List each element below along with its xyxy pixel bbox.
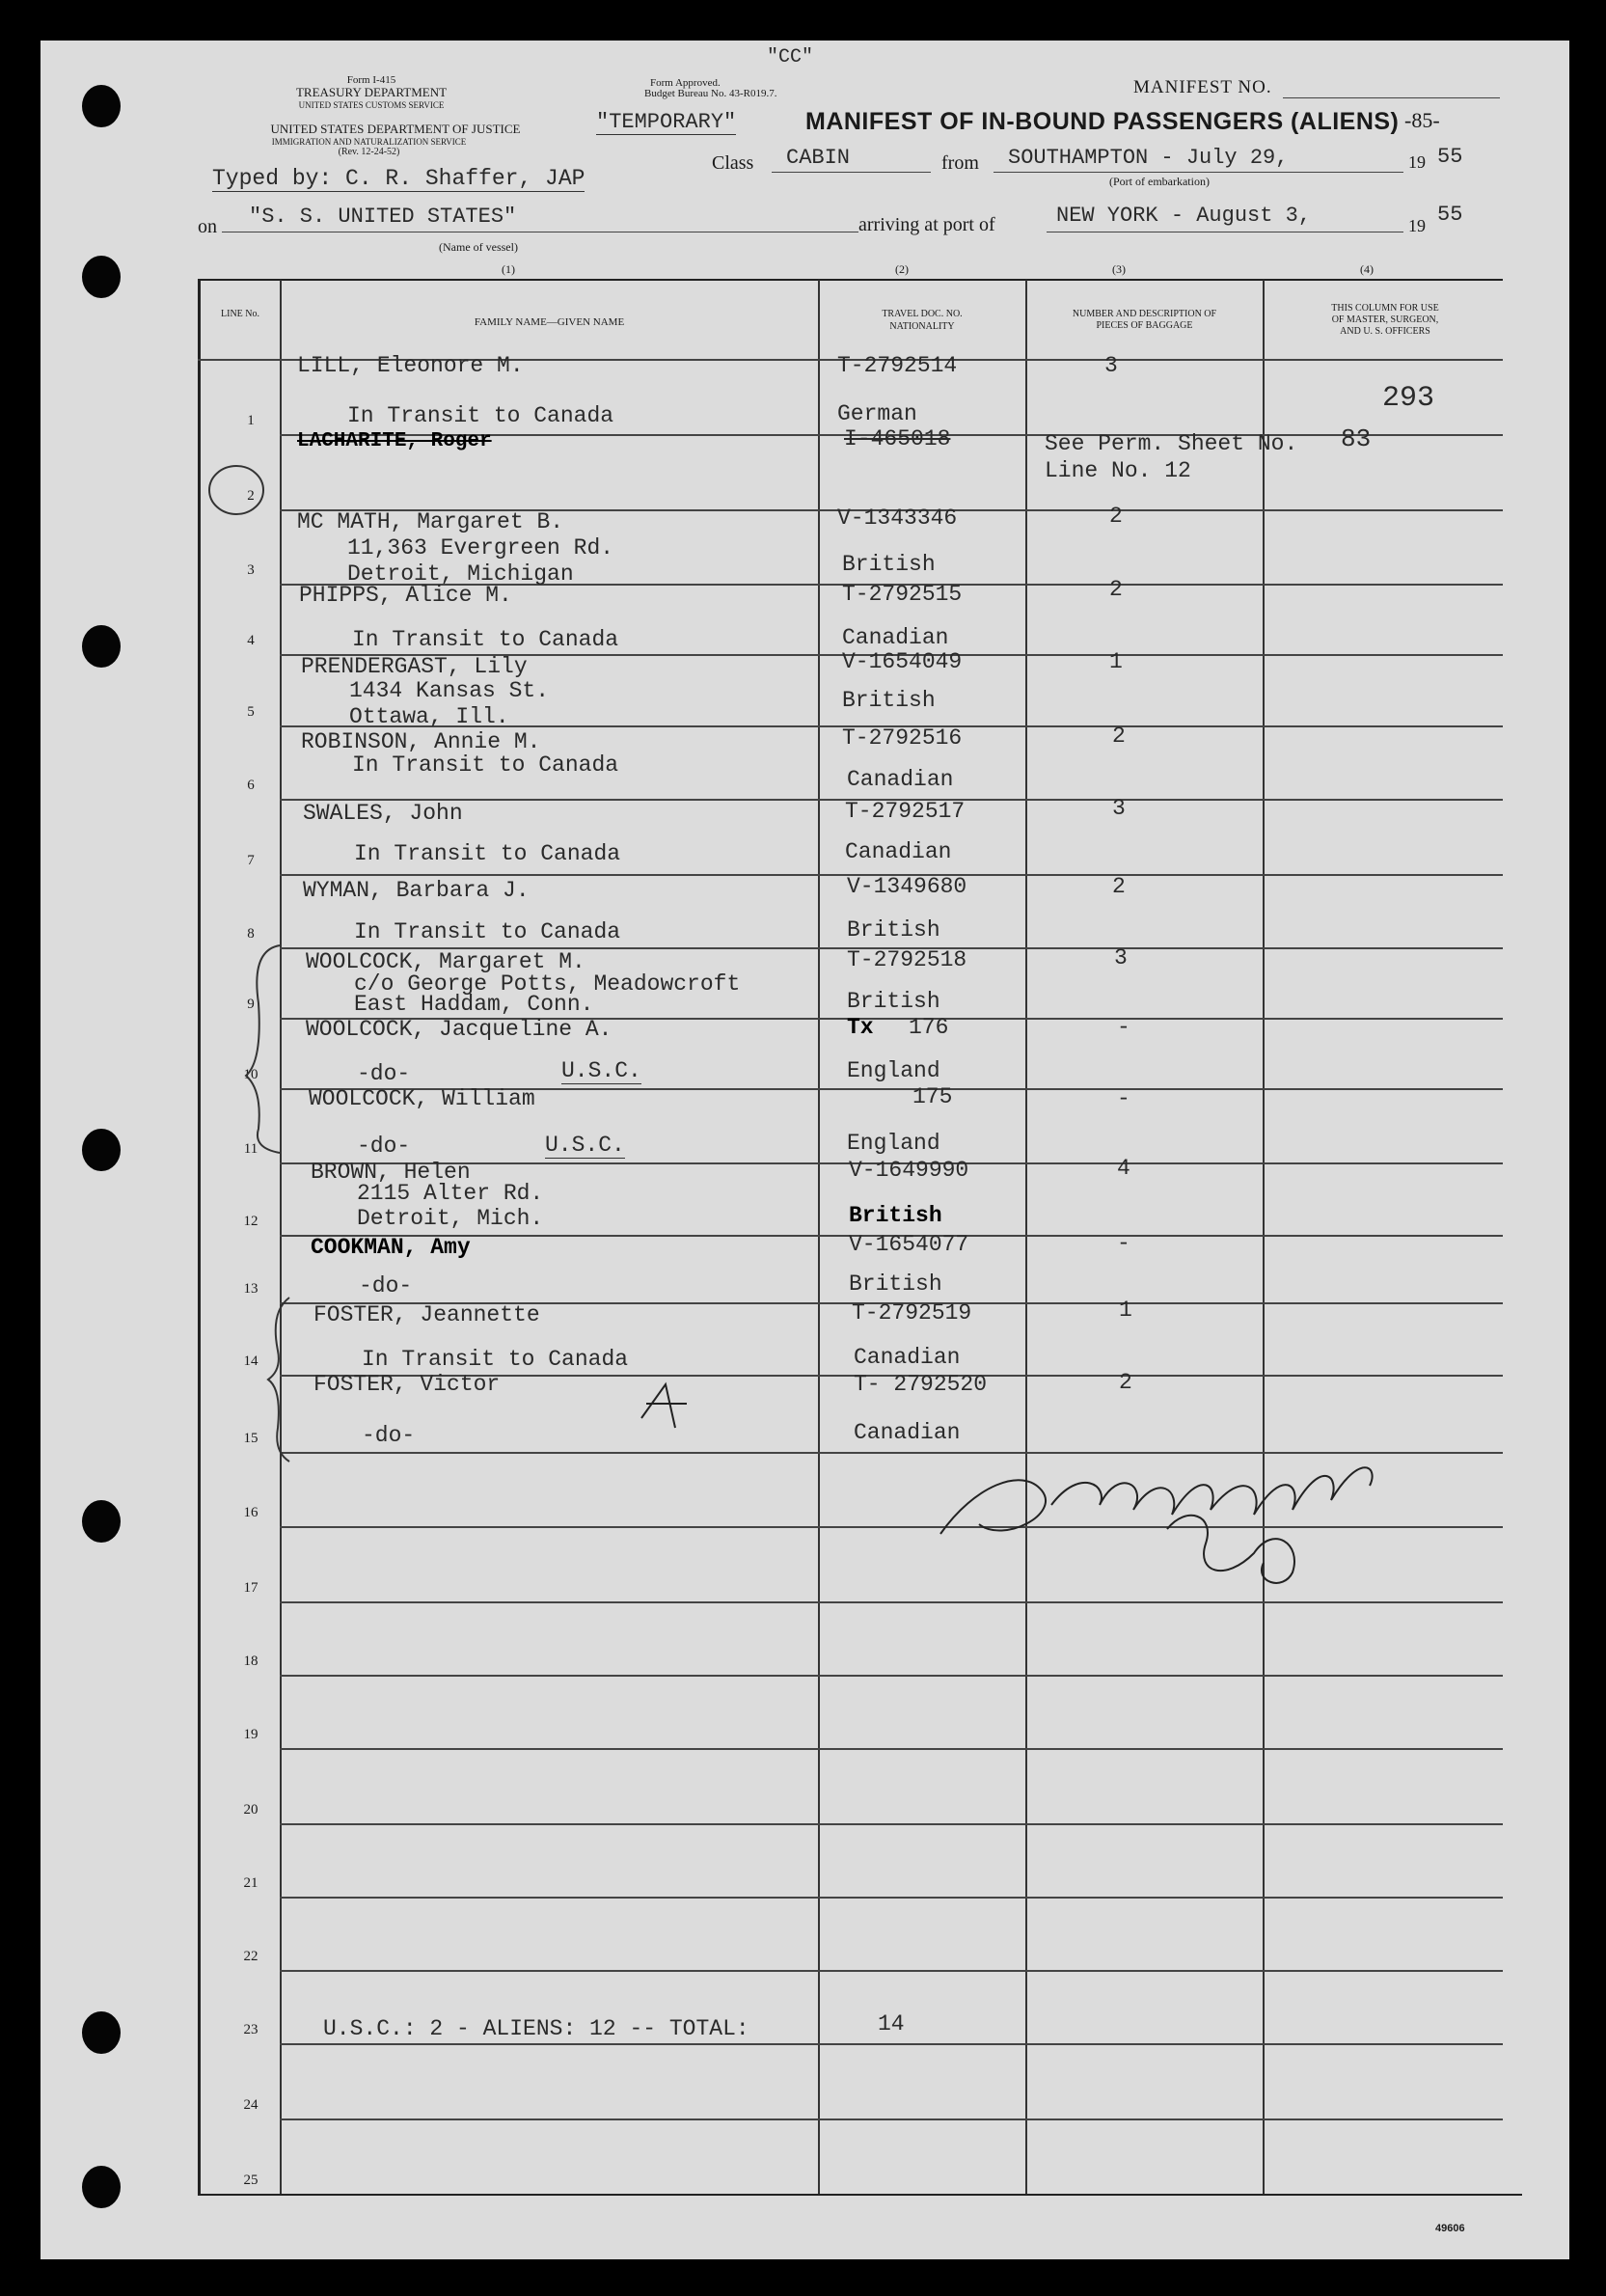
- nationality: Canadian: [847, 767, 954, 792]
- passenger-name: PHIPPS, Alice M.: [299, 583, 512, 608]
- col4-number: (4): [1360, 262, 1374, 276]
- passenger-name: BROWN, Helen: [311, 1160, 471, 1185]
- passenger-name: MC MATH, Margaret B.: [297, 509, 564, 534]
- officers-heading-1: THIS COLUMN FOR USE: [1331, 303, 1439, 314]
- passenger-detail: -do-: [357, 1134, 411, 1159]
- travel-doc: 176: [909, 1015, 949, 1040]
- passenger-detail: -do-: [357, 1061, 411, 1086]
- form-number: Form I-415: [346, 74, 396, 86]
- vessel-name: "S. S. UNITED STATES": [249, 205, 517, 229]
- line-number: 13: [243, 1281, 259, 1297]
- line-number: 20: [243, 1802, 259, 1818]
- passenger-name: FOSTER, Jeannette: [313, 1302, 540, 1327]
- passenger-detail: 2115 Alter Rd.: [357, 1181, 544, 1206]
- nationality: Canadian: [854, 1420, 961, 1445]
- nationality: German: [837, 401, 917, 426]
- nationality: Canadian: [842, 625, 949, 650]
- budget-number: Budget Bureau No. 43-R019.7.: [644, 88, 777, 99]
- passenger-name: ROBINSON, Annie M.: [301, 729, 541, 754]
- class-value: CABIN: [786, 146, 851, 170]
- ins-label: IMMIGRATION AND NATURALIZATION SERVICE: [271, 137, 467, 147]
- nationality: England: [847, 1058, 940, 1083]
- passenger-detail-2: East Haddam, Conn.: [354, 992, 594, 1017]
- passenger-detail-2: Detroit, Mich.: [357, 1206, 544, 1231]
- line-number: 24: [243, 2097, 259, 2113]
- passenger-detail-2: Detroit, Michigan: [347, 561, 574, 587]
- line-number: 4: [247, 633, 255, 648]
- year-prefix: 19: [1408, 152, 1426, 172]
- line-number: 5: [247, 704, 255, 720]
- top-code: "CC": [767, 46, 814, 68]
- travel-doc-prefix: Tx: [847, 1015, 874, 1040]
- passenger-name: WOOLCOCK, Jacqueline A.: [306, 1017, 612, 1042]
- baggage: 2: [1112, 874, 1126, 899]
- passenger-name: LILL, Eleonore M.: [297, 353, 524, 378]
- baggage: 2: [1109, 577, 1123, 602]
- nationality: British: [849, 1203, 942, 1228]
- line-number: 14: [243, 1353, 259, 1369]
- passenger-name: LACHARITE, Roger: [297, 430, 492, 452]
- form-code: 49606: [1435, 2223, 1465, 2234]
- summary-totals: U.S.C.: 2 - ALIENS: 12 -- TOTAL:: [323, 2016, 749, 2041]
- travel-doc: V-1343346: [837, 506, 958, 531]
- passenger-name: WOOLCOCK, William: [309, 1086, 535, 1111]
- officers-heading-3: AND U. S. OFFICERS: [1340, 326, 1430, 337]
- line-number: 23: [243, 2022, 259, 2037]
- baggage: 3: [1104, 353, 1118, 378]
- line-number: 16: [243, 1505, 259, 1520]
- usc-label: U.S.C.: [561, 1058, 641, 1083]
- manifest-no-value: -85-: [1404, 108, 1440, 132]
- line-number: 8: [247, 926, 255, 942]
- treasury-label: TREASURY DEPARTMENT: [295, 85, 448, 99]
- travel-doc: T-2792514: [837, 353, 958, 378]
- passenger-name: COOKMAN, Amy: [311, 1235, 471, 1260]
- baggage: 2: [1119, 1370, 1132, 1395]
- line-number: 6: [247, 778, 255, 793]
- travel-doc: 175: [912, 1084, 953, 1109]
- travel-doc: T- 2792520: [854, 1372, 988, 1397]
- passenger-detail-2: Ottawa, Ill.: [349, 704, 509, 729]
- nationality: British: [847, 917, 940, 943]
- travel-doc-heading: TRAVEL DOC. NO.: [882, 309, 963, 319]
- class-label: Class: [712, 152, 754, 174]
- nationality: Canadian: [854, 1345, 961, 1370]
- travel-doc: T-2792517: [845, 799, 966, 824]
- passenger-name: WYMAN, Barbara J.: [303, 878, 530, 903]
- baggage-line-2: Line No. 12: [1045, 458, 1191, 483]
- passenger-detail: In Transit to Canada: [354, 919, 621, 944]
- line-number: 1: [247, 413, 255, 428]
- passenger-name: SWALES, John: [303, 801, 463, 826]
- col1-number: (1): [502, 262, 515, 276]
- vessel-caption: (Name of vessel): [439, 240, 518, 254]
- line-number: 25: [243, 2173, 259, 2188]
- baggage-heading-2: PIECES OF BAGGAGE: [1096, 320, 1193, 331]
- from-value: SOUTHAMPTON - July 29,: [1008, 146, 1289, 170]
- passenger-detail: In Transit to Canada: [362, 1347, 629, 1372]
- passenger-detail: 11,363 Evergreen Rd.: [347, 535, 614, 560]
- officers-heading-2: OF MASTER, SURGEON,: [1331, 314, 1439, 325]
- baggage: See Perm. Sheet No.: [1045, 431, 1298, 456]
- travel-doc: V-1349680: [847, 874, 967, 899]
- passenger-detail: In Transit to Canada: [354, 841, 621, 866]
- travel-doc: I-465018: [844, 426, 951, 451]
- year-prefix-2: 19: [1408, 216, 1426, 235]
- col2-number: (2): [895, 262, 909, 276]
- typed-by: Typed by: C. R. Shaffer, JAP: [212, 166, 585, 191]
- line-number: 7: [247, 853, 255, 868]
- passenger-detail: 1434 Kansas St.: [349, 678, 550, 703]
- line-number: 19: [243, 1727, 259, 1742]
- arrival-year: 55: [1437, 203, 1463, 227]
- from-label: from: [941, 152, 979, 174]
- line-number: 2: [247, 488, 255, 504]
- customs-label: UNITED STATES CUSTOMS SERVICE: [298, 100, 445, 110]
- passenger-detail: -do-: [359, 1273, 413, 1298]
- baggage: 4: [1117, 1156, 1130, 1181]
- travel-doc: V-1654049: [842, 649, 963, 674]
- baggage: -: [1117, 1231, 1130, 1256]
- form-approved: Form Approved.: [650, 77, 721, 89]
- travel-doc: T-2792516: [842, 725, 963, 751]
- arriving-label: arriving at port of: [858, 214, 995, 235]
- line-number: 11: [243, 1141, 259, 1157]
- passenger-name: FOSTER, Victor: [313, 1372, 501, 1397]
- nationality: British: [847, 989, 940, 1014]
- temporary-label: "TEMPORARY": [596, 110, 737, 134]
- nationality: British: [842, 552, 936, 577]
- arriving-value: NEW YORK - August 3,: [1056, 204, 1312, 228]
- passenger-detail: In Transit to Canada: [352, 627, 619, 652]
- perm-sheet-number: 83: [1341, 424, 1372, 453]
- nationality: British: [849, 1271, 942, 1297]
- line-number: 21: [243, 1875, 259, 1891]
- baggage: 1: [1109, 649, 1123, 674]
- baggage: -: [1117, 1015, 1130, 1040]
- nationality-heading: NATIONALITY: [889, 321, 955, 332]
- baggage: 3: [1112, 796, 1126, 821]
- line-number: 3: [247, 562, 255, 578]
- usc-label: U.S.C.: [545, 1133, 625, 1158]
- port-of-embarkation-caption: (Port of embarkation): [1109, 175, 1210, 188]
- justice-label: UNITED STATES DEPARTMENT OF JUSTICE: [270, 122, 521, 136]
- passenger-detail: -do-: [362, 1423, 416, 1448]
- line-no-heading: LINE No.: [221, 309, 259, 319]
- baggage-heading-1: NUMBER AND DESCRIPTION OF: [1072, 309, 1217, 319]
- baggage: 3: [1114, 945, 1128, 970]
- line-number: 9: [247, 997, 255, 1012]
- travel-doc: T-2792518: [847, 947, 967, 972]
- rev-label: (Rev. 12-24-52): [338, 147, 400, 157]
- travel-doc: V-1649990: [849, 1158, 969, 1183]
- officer-annotation: 293: [1382, 382, 1435, 415]
- manifest-title: MANIFEST OF IN-BOUND PASSENGERS (ALIENS): [805, 108, 1400, 135]
- passenger-detail: In Transit to Canada: [352, 752, 619, 778]
- nationality: Canadian: [845, 839, 952, 864]
- line-number: 22: [243, 1949, 259, 1964]
- on-label: on: [198, 216, 217, 237]
- line-number: 15: [243, 1431, 259, 1446]
- nationality: British: [842, 688, 936, 713]
- year-value: 55: [1437, 145, 1463, 169]
- passenger-detail: In Transit to Canada: [347, 403, 614, 428]
- name-heading: FAMILY NAME—GIVEN NAME: [474, 316, 625, 328]
- baggage: 2: [1109, 504, 1123, 529]
- line-number: 12: [243, 1214, 259, 1229]
- travel-doc: T-2792519: [852, 1300, 972, 1326]
- col3-number: (3): [1112, 262, 1126, 276]
- baggage: 1: [1119, 1298, 1132, 1323]
- line-number: 10: [243, 1067, 259, 1082]
- baggage: -: [1117, 1086, 1130, 1111]
- line-number: 17: [243, 1580, 259, 1596]
- summary-total-value: 14: [878, 2011, 905, 2036]
- line-number: 18: [243, 1654, 259, 1669]
- manifest-no-label: MANIFEST NO.: [1133, 77, 1272, 97]
- passenger-detail: c/o George Potts, Meadowcroft: [354, 971, 741, 997]
- travel-doc: V-1654077: [849, 1232, 969, 1257]
- passenger-name: PRENDERGAST, Lily: [301, 654, 528, 679]
- nationality: England: [847, 1131, 940, 1156]
- travel-doc: T-2792515: [842, 582, 963, 607]
- baggage: 2: [1112, 724, 1126, 749]
- passenger-name: WOOLCOCK, Margaret M.: [306, 949, 585, 974]
